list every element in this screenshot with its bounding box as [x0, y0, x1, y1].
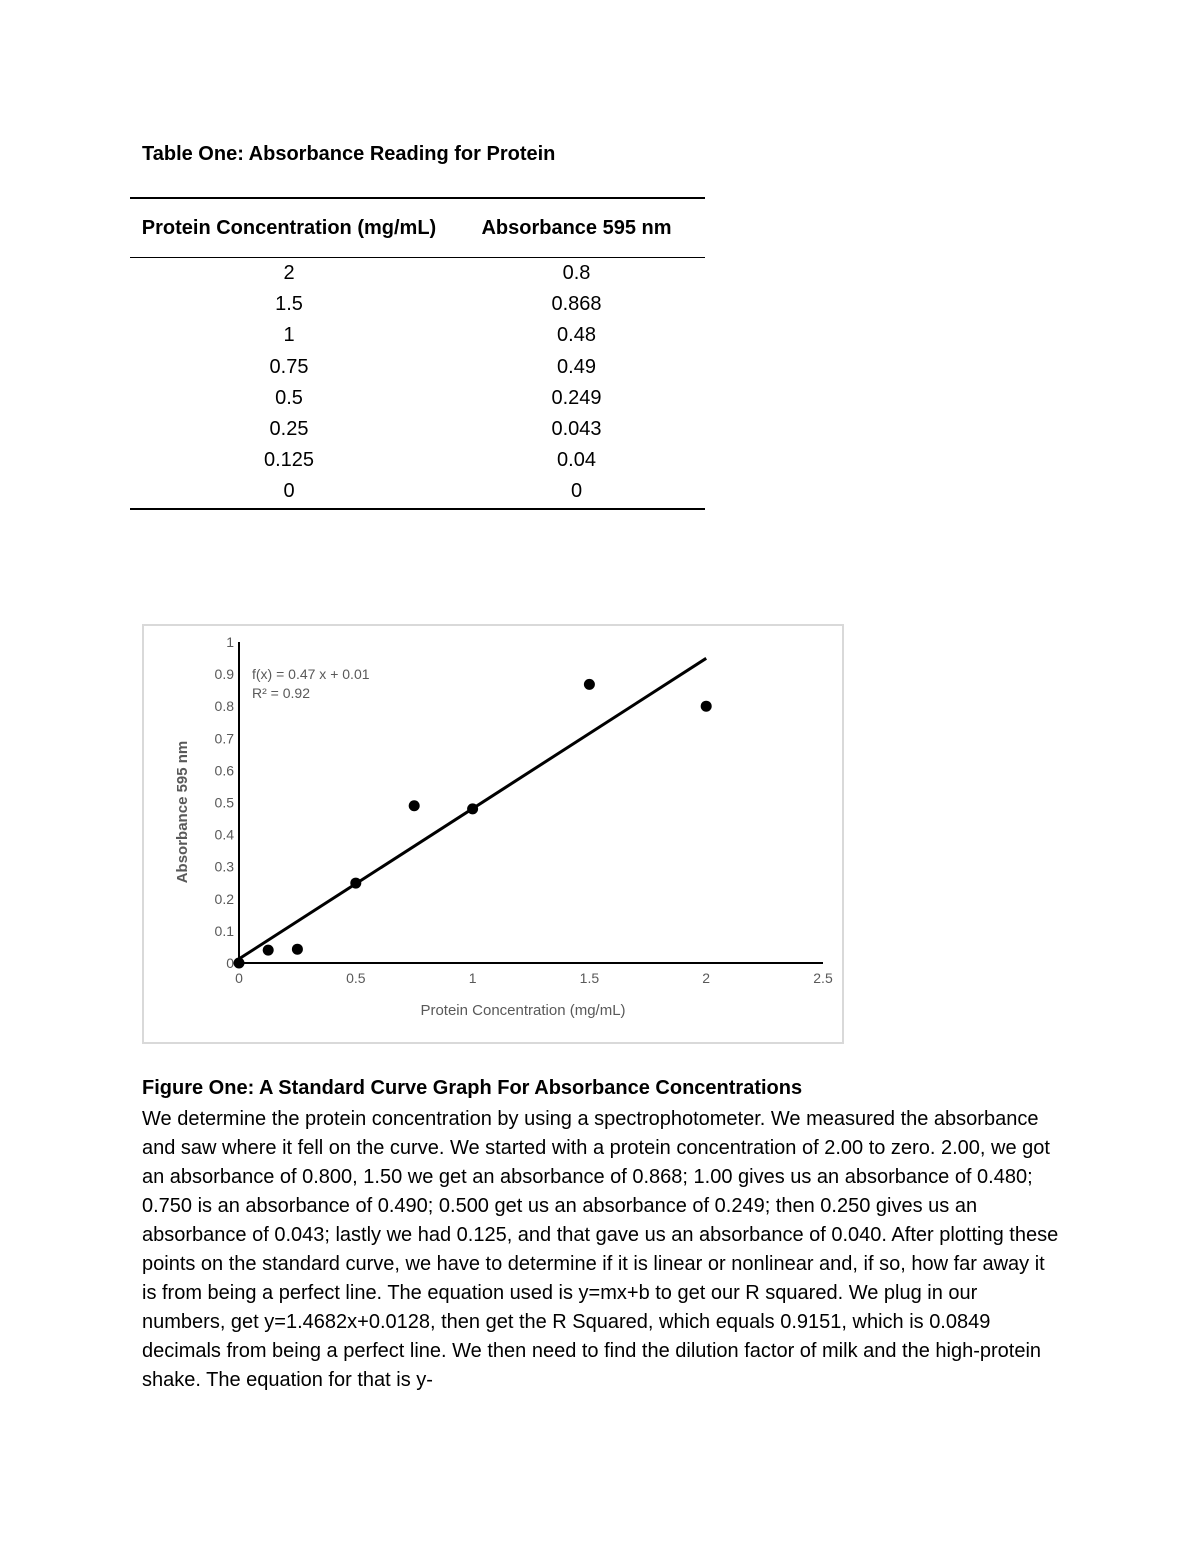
cell-concentration: 1	[283, 324, 295, 347]
data-point	[263, 945, 274, 956]
cell-absorbance: 0.49	[557, 355, 596, 378]
absorbance-table	[130, 197, 705, 510]
cell-absorbance: 0.249	[551, 386, 602, 409]
x-tick-label: 2	[702, 970, 711, 986]
cell-concentration: 0.75	[269, 355, 309, 378]
r-squared-label: R² = 0.92	[252, 685, 310, 701]
y-tick-label: 0.9	[214, 666, 234, 683]
data-point	[350, 878, 361, 889]
chart-frame	[142, 624, 844, 1044]
table-row	[130, 414, 705, 445]
table-row	[130, 352, 705, 383]
y-tick-label: 0.6	[214, 762, 234, 779]
x-tick-label: 1.5	[579, 970, 600, 986]
x-tick-label: 0.5	[346, 970, 366, 986]
y-axis-title: Absorbance 595 nm	[174, 740, 191, 884]
cell-absorbance: 0.8	[562, 262, 591, 285]
cell-concentration: 0.25	[269, 418, 309, 441]
cell-concentration: 0.5	[275, 386, 303, 409]
cell-concentration: 0.125	[263, 449, 315, 472]
y-tick-label: 0.1	[214, 922, 234, 939]
data-point	[584, 679, 595, 690]
figure-caption: Figure One: A Standard Curve Graph For Absorbance Concentrations	[142, 1077, 803, 1099]
cell-absorbance: 0.043	[551, 418, 602, 441]
y-tick-label: 0.5	[214, 794, 234, 811]
header-absorbance: Absorbance 595 nm	[448, 198, 705, 258]
table-title: Table One: Absorbance Reading for Protein	[142, 143, 556, 165]
table-header-row	[130, 198, 705, 258]
standard-curve-chart	[144, 626, 844, 1044]
table-row	[130, 383, 705, 414]
x-tick-labels	[235, 970, 833, 986]
data-point	[234, 958, 245, 969]
table-row	[130, 445, 705, 476]
cell-concentration: 0	[130, 476, 448, 508]
x-tick-label: 0	[235, 970, 243, 986]
y-tick-label: 0.3	[214, 858, 234, 875]
cell-concentration: 1.5	[275, 293, 303, 316]
data-point	[409, 800, 420, 811]
data-point	[701, 701, 712, 712]
x-tick-label: 2.5	[813, 970, 833, 986]
x-axis-title: Protein Concentration (mg/mL)	[420, 1002, 626, 1019]
table-row	[130, 258, 705, 290]
body-paragraph: We determine the protein concentration by using a spectrophotometer. We measured the absorbance and saw where it fell on the curve. We started with a protein concentration of 2.00 to zero. 2.00, we got an absorbance of 0.800, 1.50 we get an absorbance of 0.868; 1.00 gives us an absorbance of 0.480; 0.750 is an absorbance of 0.490; 0.500 get us an absorbance of 0.249; then 0.250 gives us an absorbance of 0.043; lastly we had 0.125, and that gave us an absorbance of 0.040. After plotting these points on the standard curve, we have to determine if it is linear or nonlinear and, if so, how far away it is from being a perfect line. The equation used is y=mx+b to get our R squared. We plug in our numbers, get y=1.4682x+0.0128, then get the R Squared, which equals 0.9151, which is 0.0849 decimals from being a perfect line. We then need to find the dilution factor of milk and the high-protein shake. The equation for that is y-	[142, 1108, 1059, 1391]
table-row	[130, 289, 705, 320]
table-row	[130, 320, 705, 351]
cell-absorbance: 0	[448, 476, 705, 508]
y-tick-label: 1	[226, 634, 234, 650]
cell-absorbance: 0.04	[557, 449, 596, 472]
y-tick-label: 0.2	[214, 890, 234, 907]
cell-absorbance: 0.48	[557, 324, 596, 347]
cell-concentration: 2	[283, 262, 295, 285]
data-point	[467, 803, 478, 814]
cell-absorbance: 0.868	[551, 293, 602, 316]
y-tick-label: 0	[226, 955, 234, 971]
header-protein-concentration: Protein Concentration (mg/mL)	[130, 198, 448, 258]
trendline-equation: f(x) = 0.47 x + 0.01	[252, 666, 370, 682]
data-points	[234, 679, 712, 969]
y-tick-label: 0.4	[214, 826, 234, 843]
data-point	[292, 944, 303, 955]
y-tick-label: 0.8	[214, 698, 234, 715]
table-row	[130, 476, 705, 508]
y-tick-label: 0.7	[214, 730, 234, 747]
y-tick-labels	[215, 634, 235, 971]
x-tick-label: 1	[468, 970, 477, 986]
